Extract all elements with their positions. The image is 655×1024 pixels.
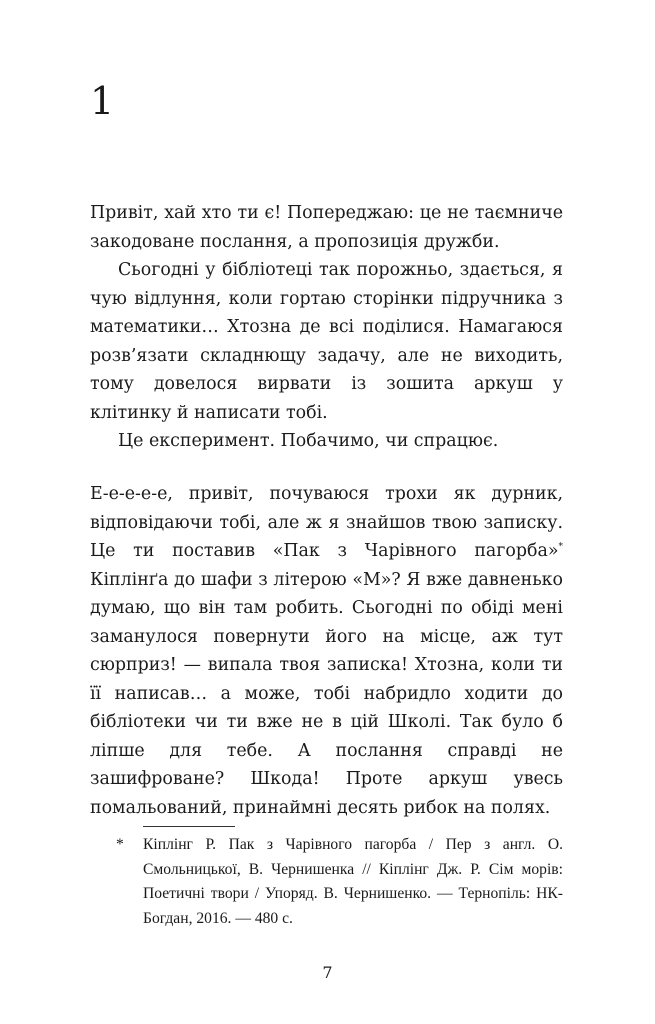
letter-1 — [90, 199, 563, 456]
chapter-number: 1 — [90, 79, 115, 123]
footnote-mark: * — [116, 836, 124, 853]
paragraph-text: Е-е-е-е-е, привіт, почуваюся трохи як дурник, відповідаючи тобі, але ж я знайшов твою записку. Це ти поставив «Пак з Чарівного пагорба» — [90, 484, 563, 561]
footnote-reference[interactable]: * — [558, 542, 563, 553]
footnote-divider — [143, 826, 235, 827]
footnote-text: Кіплінг Р. Пак з Чарівного пагорба / Пер з англ. О. Смольницької, В. Чернишенка // Кіплінг Дж. Р. Сім морів: Поетичні твори / Упоряд. В. Чернишенко. — Тернопіль: НК-Богдан, 2016. — 480 с. — [143, 836, 563, 927]
paragraph — [90, 480, 563, 822]
page-number: 7 — [322, 963, 333, 982]
paragraph: Сьогодні у бібліотеці так порожньо, здається, я чую відлуння, коли гортаю сторінки підручника з математики… Хтозна де всі поділися. Намагаюся розв’язати складнющу задачу, але не виходить, тому довелося вирвати із зошита аркуш у клітинку й написати тобі. — [90, 260, 563, 423]
paragraph: Це експеримент. Побачимо, чи спрацює. — [118, 431, 499, 451]
letter-2 — [90, 480, 563, 822]
footnote — [90, 833, 563, 931]
paragraph-text: Кіплінґа до шафи з літерою «М»? Я вже давненько думаю, що він там робить. Сьогодні по обіді мені заманулося повернути його на місце, аж тут сюрприз! — випала твоя записка! Хтозна, коли ти її написав… а може, тобі набридло ходити до бібліотеки чи ти вже не в цій Школі. Так було б ліпше для тебе. А послання справді не зашифроване? Шкода! Проте аркуш увесь помальований, принаймні десять рибок на полях. — [90, 569, 563, 818]
paragraph: Привіт, хай хто ти є! Попереджаю: це не таємниче закодоване послання, а пропозиція дружби. — [90, 203, 563, 252]
